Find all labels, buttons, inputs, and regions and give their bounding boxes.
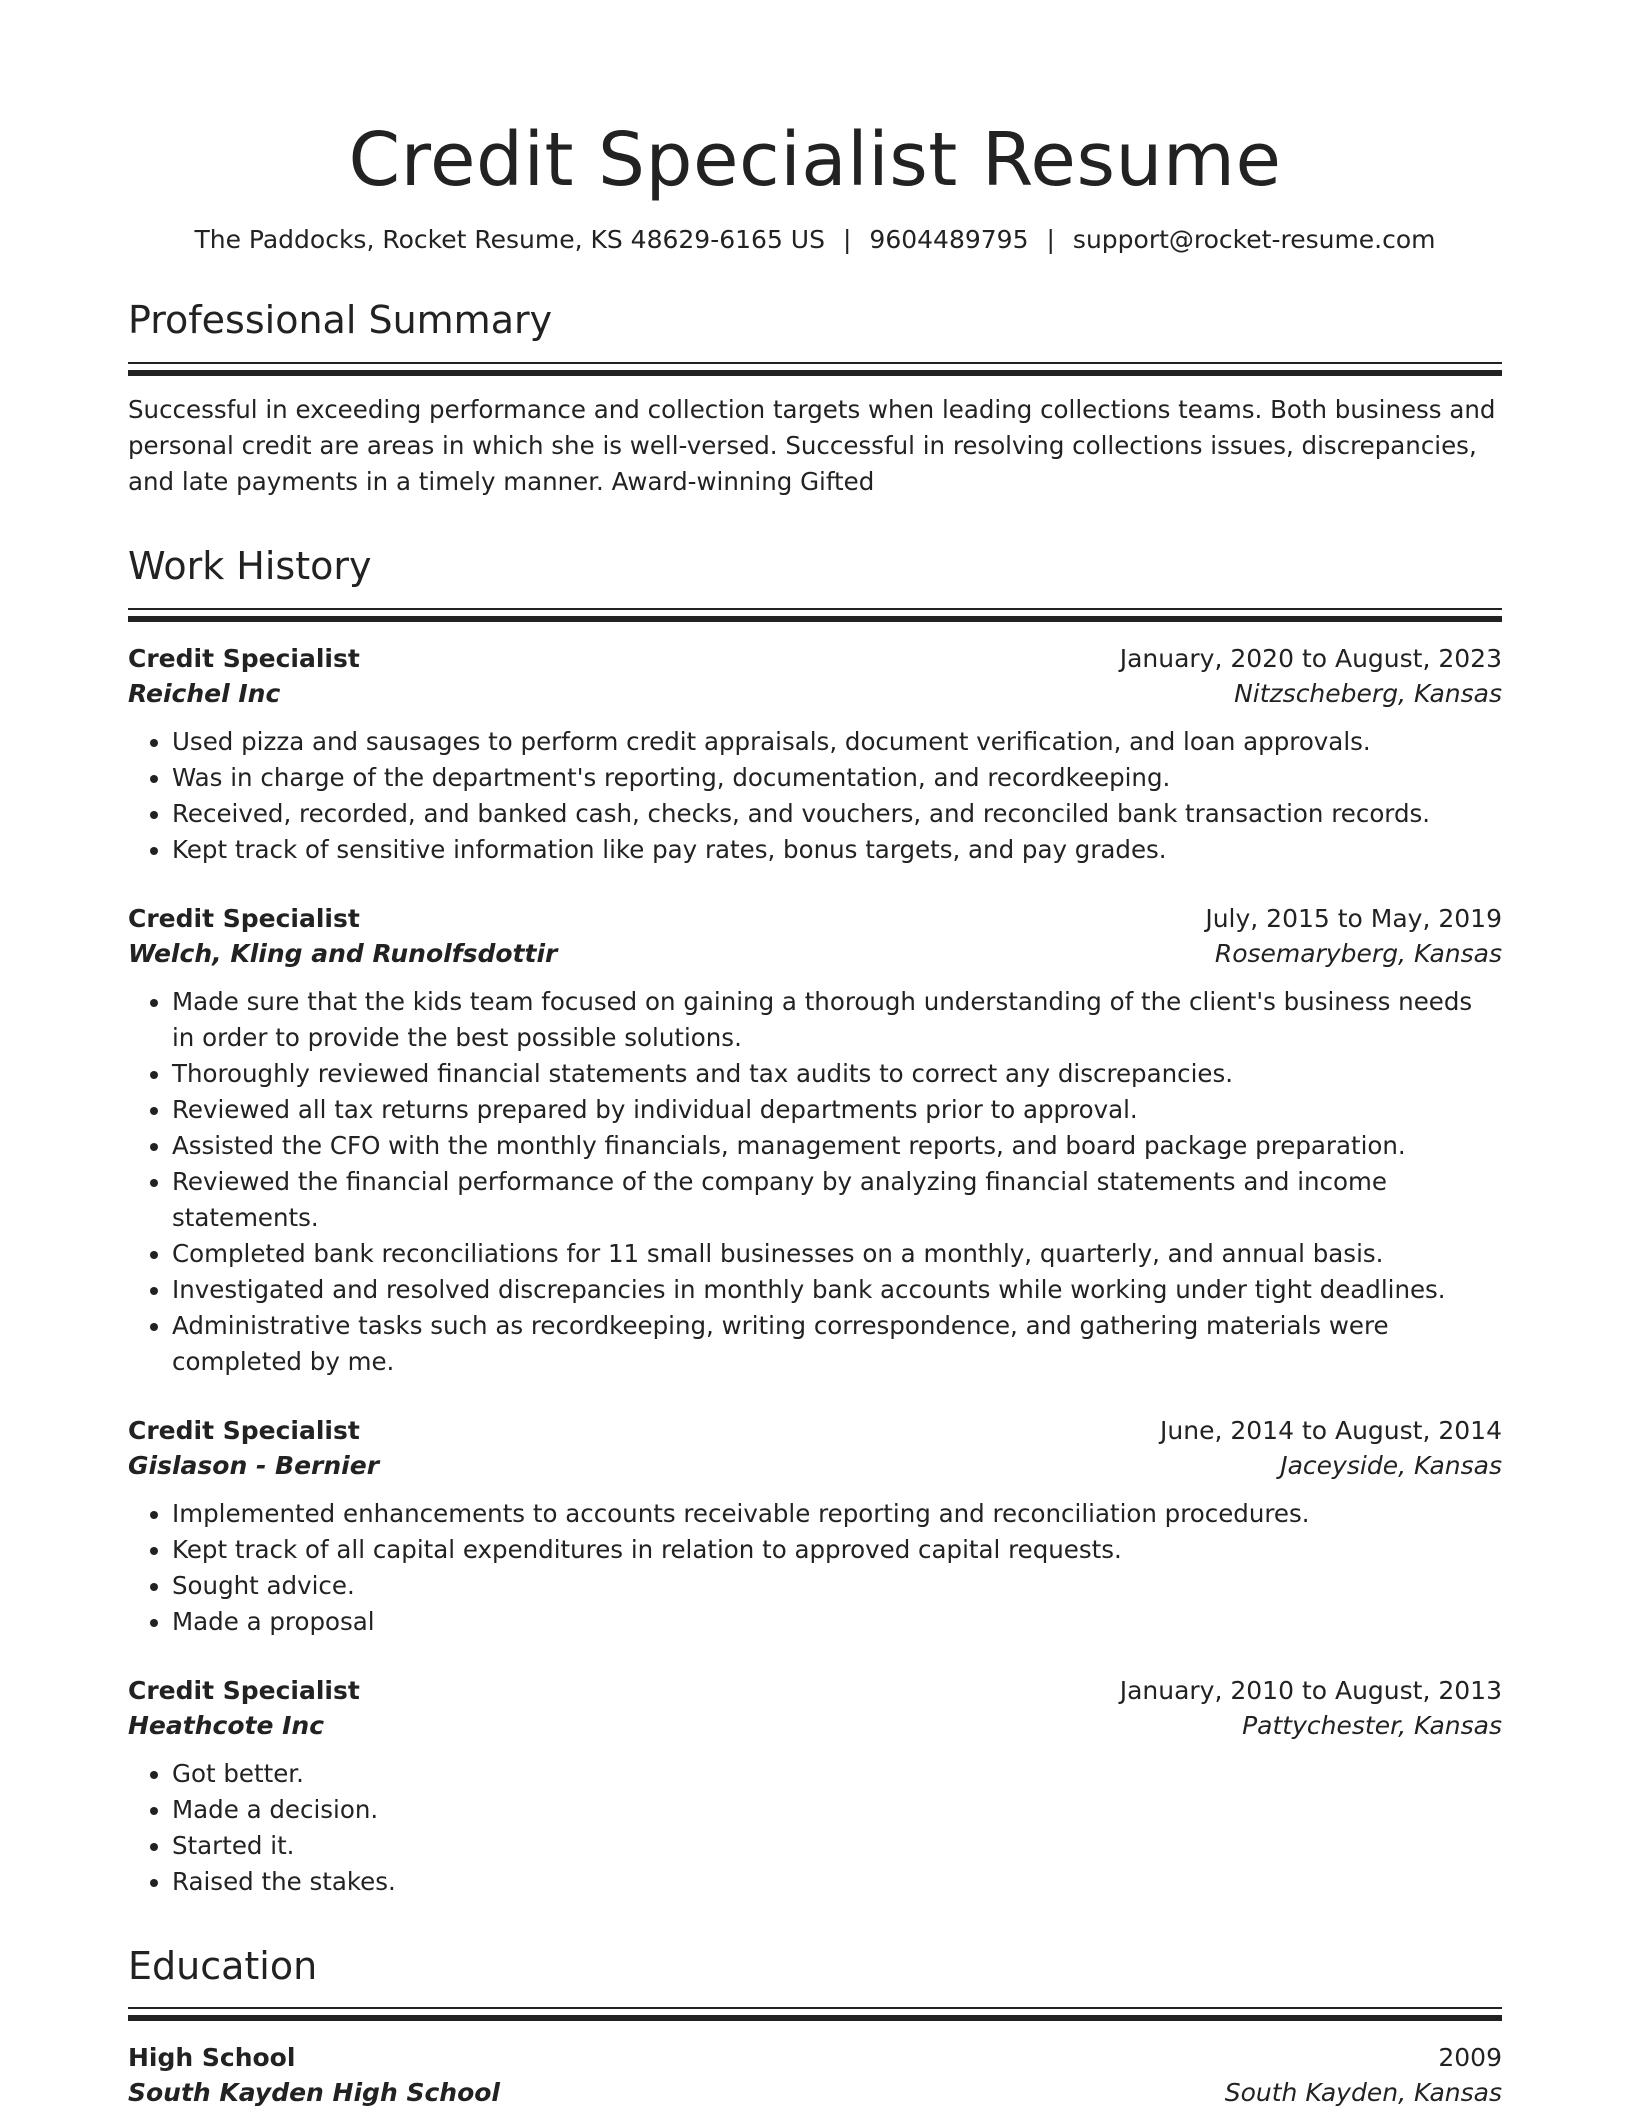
job-company: Welch, Kling and Runolfsdottir (128, 938, 558, 968)
job-duty: • Was in charge of the department's reporting, documentation, and recordkeeping. (172, 760, 1502, 796)
contact-line (128, 225, 1502, 254)
job-duties-list (128, 1496, 1502, 1640)
job-title: Credit Specialist (128, 1415, 360, 1445)
job-duty: • Used pizza and sausages to perform credit appraisals, document verification, and loan approvals. (172, 724, 1502, 760)
job-duty: • Implemented enhancements to accounts receivable reporting and reconciliation procedures. (172, 1496, 1502, 1532)
job-duty: • Completed bank reconciliations for 11 small businesses on a monthly, quarterly, and annual basis. (172, 1236, 1502, 1272)
job-location: Rosemaryberg, Kansas (1214, 938, 1502, 968)
job-duty: • Got better. (172, 1756, 1502, 1792)
job-company: Heathcote Inc (128, 1710, 325, 1740)
job-dates: January, 2010 to August, 2013 (1119, 1675, 1502, 1705)
job-entry (128, 1676, 1502, 1900)
job-dates: June, 2014 to August, 2014 (1160, 1415, 1502, 1445)
job-location: Nitzscheberg, Kansas (1234, 678, 1502, 708)
job-duty: • Made sure that the kids team focused on gaining a thorough understanding of the client's business needs in order to provide the best possible solutions. (172, 984, 1502, 1056)
job-duty: • Assisted the CFO with the monthly financials, management reports, and board package preparation. (172, 1128, 1502, 1164)
resume-page (128, 118, 1502, 2107)
job-duty: • Raised the stakes. (172, 1864, 1502, 1900)
job-duty: • Received, recorded, and banked cash, checks, and vouchers, and reconciled bank transaction records. (172, 796, 1502, 832)
job-dates: July, 2015 to May, 2019 (1205, 903, 1502, 933)
job-duty: • Administrative tasks such as recordkeeping, writing correspondence, and gathering materials were completed by me. (172, 1308, 1502, 1380)
section-divider (128, 608, 1502, 622)
contact-phone: 9604489795 (869, 225, 1029, 255)
education-school: South Kayden High School (128, 2078, 500, 2108)
job-duty: • Started it. (172, 1828, 1502, 1864)
job-company: Reichel Inc (128, 678, 281, 708)
job-duty: • Reviewed all tax returns prepared by individual departments prior to approval. (172, 1092, 1502, 1128)
job-duty: • Investigated and resolved discrepancies in monthly bank accounts while working under tight deadlines. (172, 1272, 1502, 1308)
contact-email: support@rocket-resume.com (1072, 225, 1436, 255)
page-title: Credit Specialist Resume (348, 117, 1282, 203)
job-entry (128, 904, 1502, 1380)
job-duty: • Made a proposal (172, 1604, 1502, 1640)
job-title: Credit Specialist (128, 643, 360, 673)
education-year: 2009 (1438, 2043, 1502, 2073)
job-entry (128, 644, 1502, 868)
job-duty: • Reviewed the financial performance of the company by analyzing financial statements and income statements. (172, 1164, 1502, 1236)
education-location: South Kayden, Kansas (1224, 2078, 1502, 2108)
job-title: Credit Specialist (128, 1675, 360, 1705)
section-heading-work-history: Work History (128, 543, 372, 588)
job-title: Credit Specialist (128, 903, 360, 933)
summary-text: Successful in exceeding performance and collection targets when leading collections teams. Both business and personal credit are areas in which she is well-versed. Successful in resolving collections issues, discrepancies, and late payments in a timely manner. Award-winning Gifted (128, 394, 1496, 496)
section-divider (128, 2007, 1502, 2021)
job-duty: • Made a decision. (172, 1792, 1502, 1828)
contact-address: The Paddocks, Rocket Resume, KS 48629-6165 US (194, 225, 825, 255)
job-dates: January, 2020 to August, 2023 (1119, 643, 1502, 673)
job-location: Jaceyside, Kansas (1280, 1450, 1502, 1480)
job-duty: • Thoroughly reviewed financial statements and tax audits to correct any discrepancies. (172, 1056, 1502, 1092)
contact-separator: | (1046, 225, 1055, 255)
job-duty: • Kept track of sensitive information like pay rates, bonus targets, and pay grades. (172, 832, 1502, 868)
job-duties-list (128, 1756, 1502, 1900)
section-heading-summary: Professional Summary (128, 298, 553, 343)
job-duty: • Sought advice. (172, 1568, 1502, 1604)
education-entry (128, 2043, 1502, 2107)
contact-separator: | (842, 225, 852, 255)
section-divider (128, 362, 1502, 376)
job-company: Gislason - Bernier (128, 1450, 380, 1480)
job-location: Pattychester, Kansas (1242, 1710, 1502, 1740)
job-duties-list (128, 724, 1502, 868)
job-entry (128, 1416, 1502, 1640)
job-duties-list (128, 984, 1502, 1380)
section-heading-education: Education (128, 1943, 318, 1988)
education-degree: High School (128, 2043, 296, 2073)
job-duty: • Kept track of all capital expenditures in relation to approved capital requests. (172, 1532, 1502, 1568)
